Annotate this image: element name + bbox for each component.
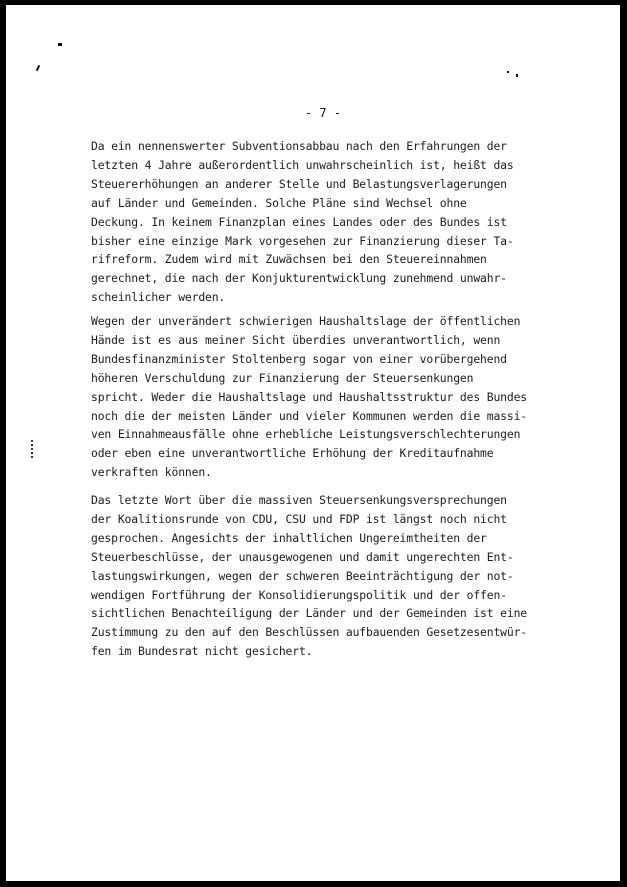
text-line: spricht. Weder die Haushaltslage und Haushaltsstruktur des Bundes — [91, 389, 528, 404]
scan-edge-marks — [31, 440, 33, 458]
text-line: bisher eine einzige Mark vorgesehen zur Finanzierung dieser Ta- — [91, 233, 514, 248]
text-line: letzten 4 Jahre außerordentlich unwahrscheinlich ist, heißt das — [91, 157, 514, 172]
text-line: oder eben eine unverantwortliche Erhöhung der Kreditaufnahme — [91, 446, 494, 461]
text-line: Steuererhöhungen an anderer Stelle und Belastungsverlagerungen — [91, 176, 507, 191]
text-line: höheren Verschuldung zur Finanzierung der Steuersenkungen — [91, 370, 474, 385]
text-line: gerechnet, die nach der Konjukturentwicklung zunehmend unwahr- — [91, 271, 507, 286]
text-line: rifreform. Zudem wird mit Zuwächsen bei den Steuereinnahmen — [91, 252, 487, 267]
text-line: Deckung. In keinem Finanzplan eines Landes oder des Bundes ist — [91, 214, 507, 229]
paragraph-3 — [91, 491, 561, 661]
text-line: verkraften können. — [91, 465, 212, 480]
text-line: Bundesfinanzminister Stoltenberg sogar von einer vorübergehend — [91, 351, 507, 366]
page-number: - 7 - — [304, 106, 342, 120]
text-line: Zustimmung zu den auf den Beschlüssen aufbauenden Gesetzesentwür- — [91, 625, 528, 640]
text-line: gesprochen. Angesichts der inhaltlichen Ungereimtheiten der — [91, 530, 487, 545]
text-line: lastungswirkungen, wegen der schweren Beeinträchtigung der not- — [91, 568, 514, 583]
scan-speck — [58, 43, 62, 46]
text-line: fen im Bundesrat nicht gesichert. — [91, 644, 313, 659]
text-line: Steuerbeschlüsse, der unausgewogenen und damit ungerechten Ent- — [91, 549, 514, 564]
text-line: noch die der meisten Länder und vieler Kommunen werden die massi- — [91, 408, 528, 423]
text-line: scheinlicher werden. — [91, 290, 226, 305]
text-line: Hände ist es aus meiner Sicht überdies unverantwortlich, wenn — [91, 332, 501, 347]
scan-speck — [507, 71, 509, 73]
document-page — [6, 5, 620, 881]
scan-speck — [36, 65, 40, 71]
text-line: wendigen Fortführung der Konsolidierungspolitik und der offen- — [91, 587, 507, 602]
paragraph-1 — [91, 137, 561, 307]
text-line: der Koalitionsrunde von CDU, CSU und FDP ist längst noch nicht — [91, 511, 507, 526]
text-line: sichtlichen Benachteiligung der Länder und der Gemeinden ist eine — [91, 606, 528, 621]
text-line: Wegen der unverändert schwierigen Haushaltslage der öffentlichen — [91, 314, 521, 328]
text-line: Das letzte Wort über die massiven Steuersenkungsversprechungen — [91, 493, 507, 507]
text-line: Da ein nennenswerter Subventionsabbau nach den Erfahrungen der — [91, 139, 507, 153]
scan-speck — [516, 74, 518, 77]
text-line: ven Einnahmeausfälle ohne erhebliche Leistungsverschlechterungen — [91, 427, 521, 442]
text-line: auf Länder und Gemeinden. Solche Pläne sind Wechsel ohne — [91, 195, 467, 210]
paragraph-2 — [91, 312, 561, 482]
